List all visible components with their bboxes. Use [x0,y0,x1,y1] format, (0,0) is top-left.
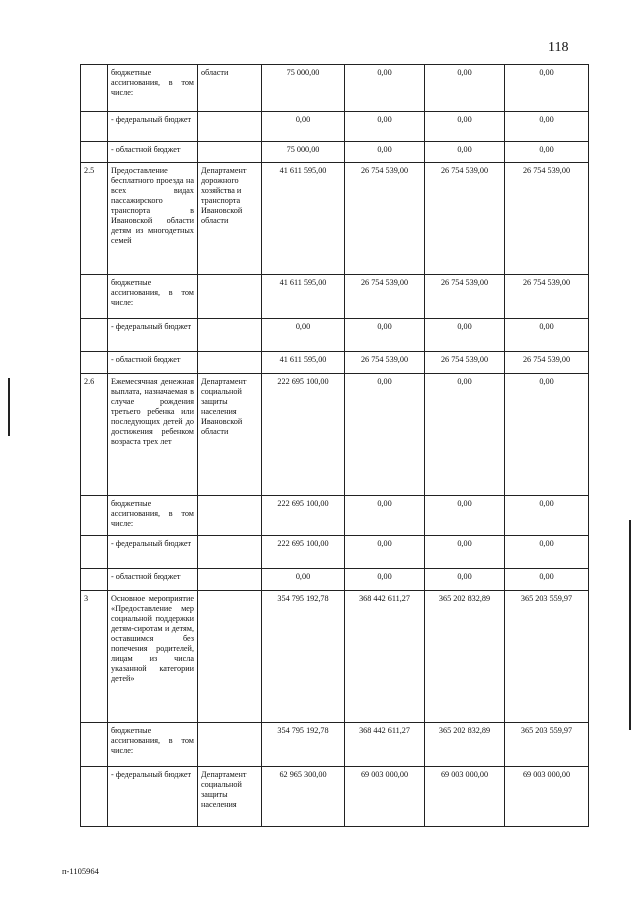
row-value: 0,00 [425,112,505,142]
table-row [81,723,589,767]
row-executor [198,319,262,352]
document-code: п-1105964 [62,866,99,876]
row-description: - областной бюджет [108,352,198,374]
row-value: 365 202 832,89 [425,723,505,767]
row-value: 41 611 595,00 [262,163,345,275]
row-value: 0,00 [425,319,505,352]
row-number [81,569,108,591]
row-value: 26 754 539,00 [425,275,505,319]
row-number [81,142,108,163]
table-row [81,352,589,374]
table-row [81,142,589,163]
row-value: 222 695 100,00 [262,374,345,496]
table-row [81,569,589,591]
row-executor: Департамент социальной защиты населения Ивановской области [198,374,262,496]
row-value: 0,00 [345,112,425,142]
row-number [81,112,108,142]
row-value: 354 795 192,78 [262,591,345,723]
row-number [81,536,108,569]
row-number [81,319,108,352]
row-value: 26 754 539,00 [345,275,425,319]
row-value: 0,00 [345,319,425,352]
row-number: 2.6 [81,374,108,496]
row-executor [198,536,262,569]
row-executor: Департамент дорожного хозяйства и транспорта Ивановской области [198,163,262,275]
row-value: 26 754 539,00 [345,352,425,374]
row-value: 368 442 611,27 [345,723,425,767]
row-description: Предоставление бесплатного проезда на всех видах пассажирского транспорта в Ивановской области детям из многодетных семей [108,163,198,275]
row-value: 354 795 192,78 [262,723,345,767]
row-description: бюджетные ассигнования, в том числе: [108,496,198,536]
table-row [81,275,589,319]
row-number: 2.5 [81,163,108,275]
row-executor [198,352,262,374]
row-value: 26 754 539,00 [345,163,425,275]
row-number [81,275,108,319]
row-value: 0,00 [425,65,505,112]
row-description: - федеральный бюджет [108,767,198,827]
row-executor [198,591,262,723]
row-value: 69 003 000,00 [425,767,505,827]
row-value: 69 003 000,00 [505,767,589,827]
row-value: 0,00 [262,569,345,591]
row-value: 222 695 100,00 [262,496,345,536]
row-value: 0,00 [505,374,589,496]
row-number [81,496,108,536]
row-executor [198,723,262,767]
row-value: 0,00 [505,142,589,163]
row-description: Ежемесячная денежная выплата, назначаемая в случае рождения третьего ребенка или последующих детей до достижения ребенком возраста трех лет [108,374,198,496]
row-value: 0,00 [505,496,589,536]
row-value: 0,00 [505,112,589,142]
row-value: 0,00 [345,374,425,496]
row-executor: области [198,65,262,112]
scan-mark [629,520,631,730]
row-executor [198,496,262,536]
scan-mark [8,378,10,436]
row-description: Основное мероприятие «Предоставление мер социальной поддержки детям-сиротам и детям, оставшимся без попечения родителей, лицам из числа указанной категории детей» [108,591,198,723]
table-row [81,163,589,275]
table-row [81,319,589,352]
row-value: 26 754 539,00 [425,352,505,374]
row-executor [198,275,262,319]
row-number [81,723,108,767]
row-number [81,352,108,374]
row-value: 0,00 [345,569,425,591]
row-executor [198,569,262,591]
budget-table [80,64,589,827]
table-row [81,767,589,827]
row-description: - областной бюджет [108,142,198,163]
row-value: 0,00 [425,142,505,163]
row-executor: Департамент социальной защиты населения [198,767,262,827]
row-value: 26 754 539,00 [505,163,589,275]
row-value: 75 000,00 [262,142,345,163]
row-description: - областной бюджет [108,569,198,591]
row-value: 0,00 [505,319,589,352]
table-row [81,112,589,142]
row-value: 0,00 [345,65,425,112]
row-value: 41 611 595,00 [262,352,345,374]
row-description: - федеральный бюджет [108,536,198,569]
row-number [81,65,108,112]
row-number: 3 [81,591,108,723]
row-value: 62 965 300,00 [262,767,345,827]
row-value: 365 202 832,89 [425,591,505,723]
row-value: 0,00 [425,496,505,536]
row-value: 0,00 [345,142,425,163]
row-description: бюджетные ассигнования, в том числе: [108,65,198,112]
row-number [81,767,108,827]
row-value: 0,00 [425,536,505,569]
row-description: - федеральный бюджет [108,319,198,352]
table-row [81,374,589,496]
row-value: 0,00 [345,496,425,536]
row-value: 26 754 539,00 [505,275,589,319]
row-value: 0,00 [505,65,589,112]
row-value: 0,00 [425,374,505,496]
row-executor [198,142,262,163]
row-value: 0,00 [505,536,589,569]
row-value: 0,00 [345,536,425,569]
row-description: бюджетные ассигнования, в том числе: [108,723,198,767]
row-value: 41 611 595,00 [262,275,345,319]
row-value: 365 203 559,97 [505,591,589,723]
row-description: - федеральный бюджет [108,112,198,142]
row-value: 0,00 [425,569,505,591]
row-value: 365 203 559,97 [505,723,589,767]
row-value: 0,00 [262,319,345,352]
row-value: 26 754 539,00 [505,352,589,374]
table-row [81,591,589,723]
row-value: 222 695 100,00 [262,536,345,569]
row-value: 26 754 539,00 [425,163,505,275]
page-number: 118 [548,40,569,55]
row-value: 75 000,00 [262,65,345,112]
row-value: 0,00 [505,569,589,591]
table-row [81,536,589,569]
table-row [81,65,589,112]
table-row [81,496,589,536]
row-value: 69 003 000,00 [345,767,425,827]
row-description: бюджетные ассигнования, в том числе: [108,275,198,319]
row-value: 0,00 [262,112,345,142]
row-value: 368 442 611,27 [345,591,425,723]
row-executor [198,112,262,142]
